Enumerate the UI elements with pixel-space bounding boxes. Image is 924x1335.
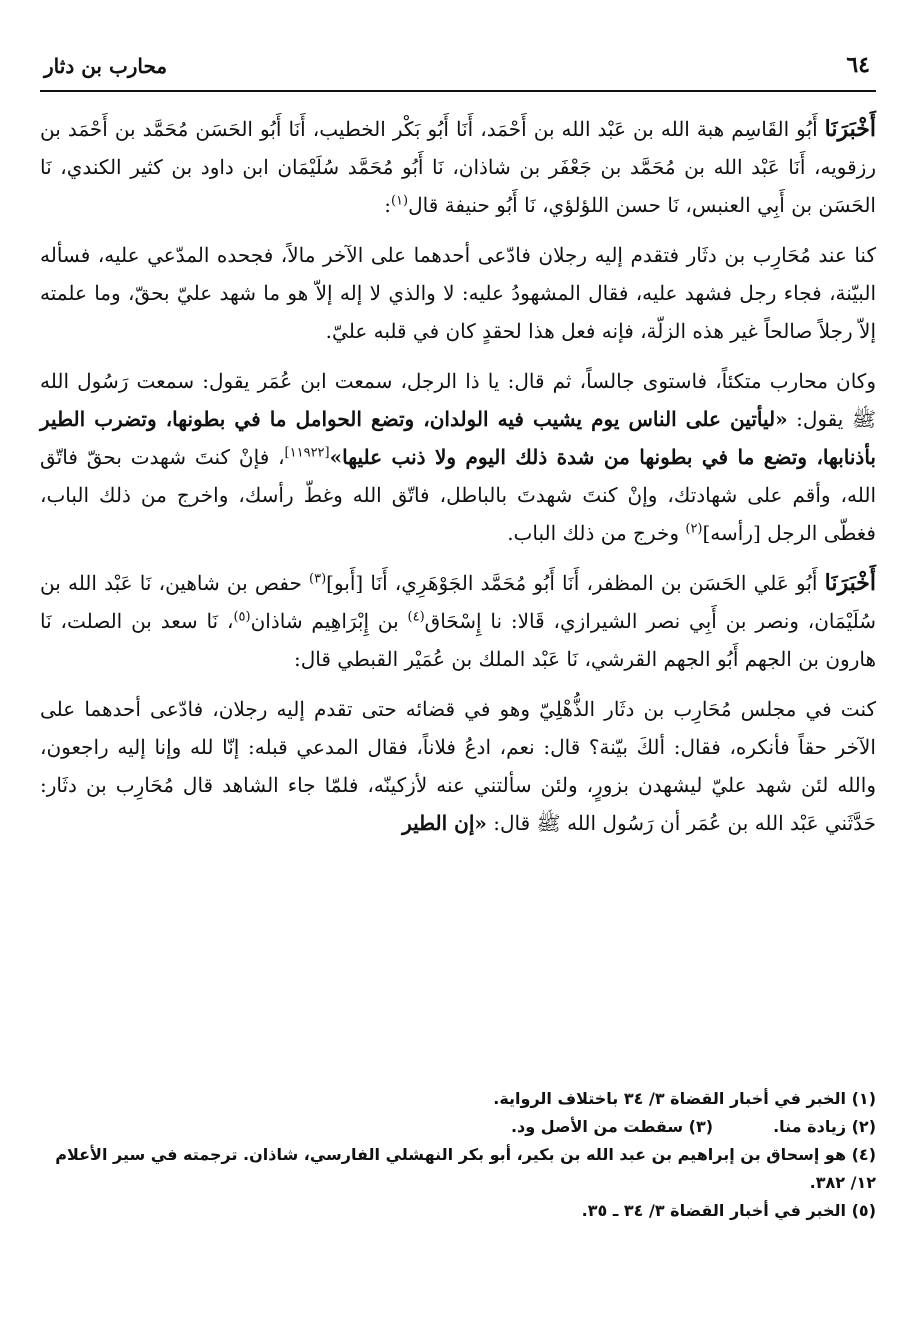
paragraph-lead-word: أَخْبَرَنَا [824, 570, 876, 596]
footnote-marker: (٤) [407, 609, 425, 625]
footnote-marker: (٢) [685, 521, 703, 537]
running-title: محارب بن دثار [44, 54, 168, 78]
footnote-row [40, 1113, 876, 1141]
footnote-2: (٢) زيادة منا. [773, 1117, 876, 1136]
page-number: ٦٤ [846, 52, 870, 78]
paragraph-text: أَبُو عَلي الحَسَن بن المظفر، أَنَا أَبُو مُحَمَّد الجَوْهَرِي، أَنَا [أَبو] [326, 571, 825, 595]
footnote-marker: (١) [390, 193, 409, 209]
paragraph-text: كنت في مجلس مُحَارِب بن دثَار الذُّهْلِيّ وهو في قضائه حتى تقدم إليه رجلان، فادّعى أحدهما على الآخر حقاً فأنكره، فقال: ألكَ بيّنة؟ قال: نعم، ادعُ فلاناً، فقال المدعي قبله: إنّا لله وإنا إليه راجعون، والله لئن شهد عليّ ليشهدن بزورٍ، ولئن سألتني عنه لأزكينّه، فلمّا جاء الشاهد قال مُحَارِب بن دثَار: حَدَّثَني عَبْد الله بن عُمَر أن رَسُول الله ﷺ قال: [40, 697, 876, 835]
paragraph-text: أَبُو القَاسِم هبة الله بن عَبْد الله بن أَحْمَد، أَنَا أَبُو بَكْر الخطيب، أَنَا أَبُو الحَسَن مُحَمَّد بن أَحْمَد بن رزقويه، أَنَا عَبْد الله بن مُحَمَّد بن جَعْفَر بن شاذان، نَا أَبُو مُحَمَّد سُلَيْمَان ابن داود بن كثير الكندي، نَا الحَسَن بن أَبِي العنبس، نَا حسن اللؤلؤي، نَا أَبُو حنيفة قال [40, 117, 876, 217]
hadith-quote: «إن الطير [402, 811, 487, 835]
hadith-reference-number: [١١٩٢٢] [284, 445, 330, 461]
paragraph-text: ، نَا سعد بن الصلت، نَا هارون بن الجهم أَبُو الجهم القرشي، نَا عَبْد الملك بن عُمَيْر القبطي قال: [40, 609, 876, 671]
paragraph-text: وكان محارب متكئاً، فاستوى جالساً، ثم قال: يا ذا الرجل، سمعت ابن عُمَر يقول: سمعت رَسُول الله ﷺ يقول: [40, 369, 876, 431]
footnotes-section [40, 1085, 876, 1225]
paragraph-1 [40, 110, 876, 224]
footnote-5: (٥) الخبر في أخبار القضاة ٣/ ٣٤ ـ ٣٥. [581, 1201, 876, 1220]
paragraph-lead-word: أَخْبَرَنَا [824, 116, 876, 142]
footnote-marker: (٣) [309, 571, 327, 587]
footnote-marker: (٥) [233, 609, 251, 625]
paragraph-2 [40, 236, 876, 350]
footnote-1: (١) الخبر في أخبار القضاة ٣/ ٣٤ باختلاف الرواية. [493, 1089, 876, 1108]
footnote-4: (٤) هو إسحاق بن إبراهيم بن عبد الله بن بكير، أبو بكر النهشلي الفارسي، شاذان. ترجمته في سير الأعلام ١٢/ ٣٨٢. [55, 1145, 876, 1192]
footnote-3: (٣) سقطت من الأصل ود. [510, 1117, 714, 1136]
paragraph-5 [40, 690, 876, 842]
paragraph-text: : [384, 193, 391, 217]
paragraph-text: بن إِبْرَاهِيم شاذان [250, 609, 408, 633]
paragraph-text: حفص بن شاهين، نَا عَبْد الله بن سُلَيْمَان، ونصر بن أَبِي نصر الشيرازي، قَالا: نا إِسْحَاق [40, 571, 876, 633]
paragraph-3 [40, 362, 876, 552]
paragraph-text: وخرج من ذلك الباب. [507, 521, 686, 545]
paragraph-text: ، فإنْ كنتَ شهدت بحقّ فاتّق الله، وأقم على شهادتك، وإنْ كنتَ شهدتَ بالباطل، فاتّق الله وغطّ رأسك، واخرج من ذلك الباب، فغطّى الرجل [رأسه] [40, 445, 876, 545]
paragraph-4 [40, 564, 876, 678]
main-text [40, 110, 876, 854]
page-header [40, 50, 876, 92]
paragraph-text: كنا عند مُحَارِب بن دثَار فتقدم إليه رجلان فادّعى أحدهما على الآخر مالاً، فجحده المدّعي عليه، فسأله البيّنة، فجاء رجل فشهد عليه، فقال المشهودُ عليه: لا والذي لا إله إلاّ هو ما شهد عليّ بحقّ، وما علمته إلاّ رجلاً صالحاً غير هذه الزلّة، فإنه فعل هذا لحقدٍ كان في قلبه عليّ. [40, 243, 876, 343]
hadith-quote: «ليأتين على الناس يوم يشيب فيه الولدان، وتضع الحوامل ما في بطونها، وتضرب الطير بأذنابها، وتضع ما في بطونها من شدة ذلك اليوم ولا ذنب عليها» [40, 407, 877, 469]
